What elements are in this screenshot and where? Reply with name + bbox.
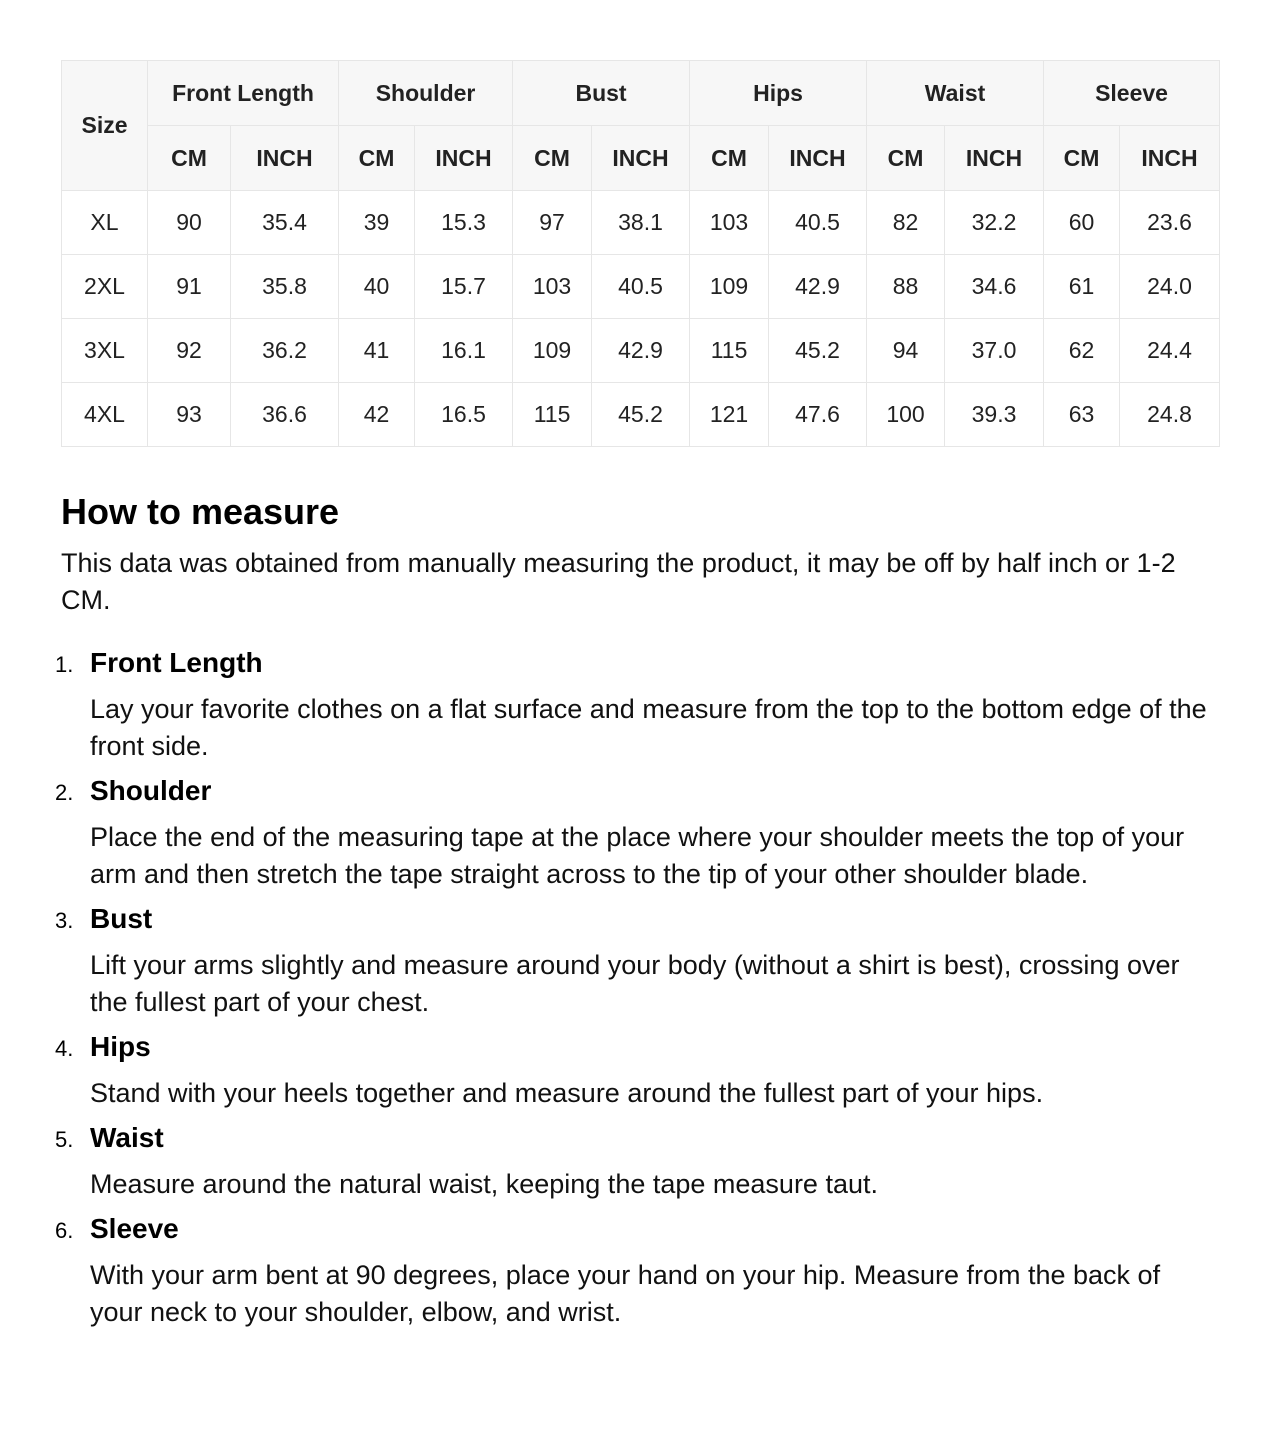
step-description: With your arm bent at 90 degrees, place your hand on your hip. Measure from the back of your neck to your shoulder, elbow, and wrist. [90,1260,1161,1327]
table-cell: 93 [148,383,231,447]
unit-cm-header: CM [690,126,769,191]
step-title: Sleeve [90,1213,179,1244]
unit-cm-header: CM [513,126,592,191]
unit-cm-header: CM [1044,126,1120,191]
table-cell: 15.7 [415,255,513,319]
table-cell: 45.2 [592,383,690,447]
group-header-front-length: Front Length [148,61,339,126]
table-cell: 41 [339,319,415,383]
table-cell: 109 [513,319,592,383]
table-cell: 60 [1044,191,1120,255]
table-cell: 24.8 [1120,383,1220,447]
unit-inch-header: INCH [769,126,867,191]
table-cell: 24.0 [1120,255,1220,319]
group-header-sleeve: Sleeve [1044,61,1220,126]
unit-inch-header: INCH [415,126,513,191]
step-description: Place the end of the measuring tape at the place where your shoulder meets the top of your arm and then stretch the tape straight across to the tip of your other shoulder blade. [90,822,1185,889]
table-cell: 63 [1044,383,1120,447]
list-item [55,1213,1219,1331]
table-cell: 39.3 [945,383,1044,447]
step-title: Shoulder [90,775,212,806]
step-number: 2. [55,780,74,805]
table-cell: 115 [690,319,769,383]
table-cell: 36.2 [231,319,339,383]
size-chart-table [61,60,1220,447]
step-title: Front Length [90,647,263,678]
table-cell: 40 [339,255,415,319]
list-item [55,775,1219,893]
group-header-row [62,61,1220,126]
size-cell: 3XL [62,319,148,383]
table-cell: 23.6 [1120,191,1220,255]
table-cell: 109 [690,255,769,319]
table-cell: 40.5 [592,255,690,319]
table-cell: 15.3 [415,191,513,255]
size-header: Size [62,61,148,191]
table-cell: 42.9 [592,319,690,383]
table-cell: 45.2 [769,319,867,383]
table-cell: 37.0 [945,319,1044,383]
table-cell: 90 [148,191,231,255]
table-cell: 103 [513,255,592,319]
table-cell: 91 [148,255,231,319]
table-cell: 103 [690,191,769,255]
unit-inch-header: INCH [231,126,339,191]
table-cell: 32.2 [945,191,1044,255]
table-cell: 16.1 [415,319,513,383]
group-header-waist: Waist [867,61,1044,126]
step-description: Lay your favorite clothes on a flat surface and measure from the top to the bottom edge of the front side. [90,694,1207,761]
step-number: 5. [55,1127,74,1152]
unit-header-row [62,126,1220,191]
table-cell: 121 [690,383,769,447]
table-cell: 35.4 [231,191,339,255]
table-cell: 16.5 [415,383,513,447]
group-header-hips: Hips [690,61,867,126]
list-item [55,1031,1219,1112]
unit-inch-header: INCH [1120,126,1220,191]
table-row [62,319,1220,383]
unit-inch-header: INCH [945,126,1044,191]
table-header [62,61,1220,191]
size-cell: 2XL [62,255,148,319]
table-cell: 24.4 [1120,319,1220,383]
table-cell: 115 [513,383,592,447]
table-row [62,191,1220,255]
step-description: Measure around the natural waist, keeping the tape measure taut. [90,1169,878,1199]
table-cell: 35.8 [231,255,339,319]
table-cell: 39 [339,191,415,255]
measurement-steps [55,647,1219,1331]
group-header-shoulder: Shoulder [339,61,513,126]
table-cell: 94 [867,319,945,383]
table-cell: 38.1 [592,191,690,255]
table-cell: 88 [867,255,945,319]
step-description: Stand with your heels together and measure around the fullest part of your hips. [90,1078,1044,1108]
step-title: Waist [90,1122,164,1153]
list-item [55,903,1219,1021]
step-number: 3. [55,908,74,933]
step-number: 1. [55,652,74,677]
table-cell: 47.6 [769,383,867,447]
step-title: Hips [90,1031,151,1062]
table-cell: 100 [867,383,945,447]
unit-cm-header: CM [339,126,415,191]
table-cell: 92 [148,319,231,383]
table-cell: 42.9 [769,255,867,319]
table-cell: 97 [513,191,592,255]
table-cell: 34.6 [945,255,1044,319]
step-title: Bust [90,903,153,934]
group-header-bust: Bust [513,61,690,126]
table-cell: 40.5 [769,191,867,255]
table-cell: 42 [339,383,415,447]
unit-cm-header: CM [148,126,231,191]
unit-cm-header: CM [867,126,945,191]
list-item [55,1122,1219,1203]
how-to-measure-title: How to measure [61,491,340,532]
step-number: 6. [55,1218,74,1243]
table-cell: 61 [1044,255,1120,319]
table-cell: 82 [867,191,945,255]
step-number: 4. [55,1036,74,1061]
size-cell: XL [62,191,148,255]
table-cell: 62 [1044,319,1120,383]
size-cell: 4XL [62,383,148,447]
table-row [62,255,1220,319]
table-row [62,383,1220,447]
intro-text: This data was obtained from manually measuring the product, it may be off by half inch or 1-2 CM. [61,548,1176,615]
step-description: Lift your arms slightly and measure around your body (without a shirt is best), crossing over the fullest part of your chest. [90,950,1180,1017]
table-cell: 36.6 [231,383,339,447]
unit-inch-header: INCH [592,126,690,191]
table-body [62,191,1220,447]
list-item [55,647,1219,765]
